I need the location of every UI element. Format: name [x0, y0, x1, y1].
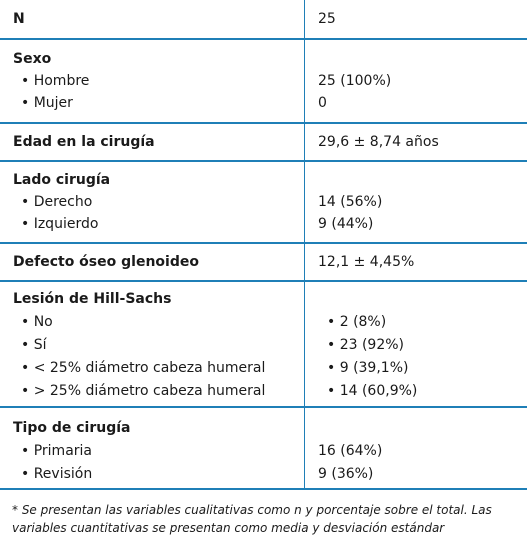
row-label-sexo: Sexo — [13, 51, 52, 67]
sexo-value-hombre: 25 (100%) — [318, 73, 392, 89]
sexo-item-hombre: • Hombre — [21, 73, 90, 89]
row-label-cell — [0, 40, 305, 122]
row-value-cell — [305, 244, 527, 280]
hill-value-lt25: • 9 (39,1%) — [327, 360, 409, 376]
table-footnote — [0, 490, 527, 547]
hill-item-gt25: • > 25% diámetro cabeza humeral — [21, 383, 266, 399]
table-row-edad — [0, 124, 527, 162]
row-label-cell — [0, 282, 305, 406]
hill-value-no: • 2 (8%) — [327, 314, 387, 330]
table-row-n — [0, 0, 527, 40]
row-label-n: N — [13, 11, 25, 27]
row-label-tipo: Tipo de cirugía — [13, 420, 131, 436]
lado-item-derecho: • Derecho — [21, 194, 93, 210]
row-label-edad: Edad en la cirugía — [13, 134, 155, 150]
row-value-cell — [305, 124, 527, 160]
hill-value-gt25: • 14 (60,9%) — [327, 383, 418, 399]
tipo-item-primaria: • Primaria — [21, 443, 92, 459]
row-label-hill-sachs: Lesión de Hill-Sachs — [13, 291, 172, 307]
tipo-value-revision: 9 (36%) — [318, 466, 374, 482]
sexo-value-mujer: 0 — [318, 95, 327, 111]
row-value-defecto: 12,1 ± 4,45% — [318, 254, 415, 270]
table-row-hill-sachs — [0, 282, 527, 408]
tipo-item-revision: • Revisión — [21, 466, 93, 482]
row-label-cell — [0, 408, 305, 488]
hill-item-si: • Sí — [21, 337, 47, 353]
hill-item-no: • No — [21, 314, 53, 330]
hill-value-si: • 23 (92%) — [327, 337, 405, 353]
footnote-line-1: * Se presentan las variables cualitativas como n y porcentaje sobre el total. Las — [12, 503, 492, 517]
row-value-cell — [305, 408, 527, 488]
lado-item-izquierdo: • Izquierdo — [21, 216, 99, 232]
row-label-lado: Lado cirugía — [13, 172, 111, 188]
row-value-cell — [305, 282, 527, 406]
footnote-line-2: variables cuantitativas se presentan como media y desviación estándar — [12, 521, 445, 535]
row-value-edad: 29,6 ± 8,74 años — [318, 134, 439, 150]
table-row-defecto — [0, 244, 527, 282]
row-label-cell — [0, 124, 305, 160]
tipo-value-primaria: 16 (64%) — [318, 443, 383, 459]
row-label-cell — [0, 162, 305, 242]
row-value-cell — [305, 40, 527, 122]
row-label-cell — [0, 0, 305, 38]
lado-value-derecho: 14 (56%) — [318, 194, 383, 210]
row-label-defecto: Defecto óseo glenoideo — [13, 254, 199, 270]
lado-value-izquierdo: 9 (44%) — [318, 216, 374, 232]
table-row-lado — [0, 162, 527, 244]
row-value-n: 25 — [318, 11, 336, 27]
table-row-tipo — [0, 408, 527, 490]
sexo-item-mujer: • Mujer — [21, 95, 73, 111]
row-value-cell — [305, 0, 527, 38]
row-value-cell — [305, 162, 527, 242]
row-label-cell — [0, 244, 305, 280]
table-row-sexo — [0, 40, 527, 124]
hill-item-lt25: • < 25% diámetro cabeza humeral — [21, 360, 266, 376]
